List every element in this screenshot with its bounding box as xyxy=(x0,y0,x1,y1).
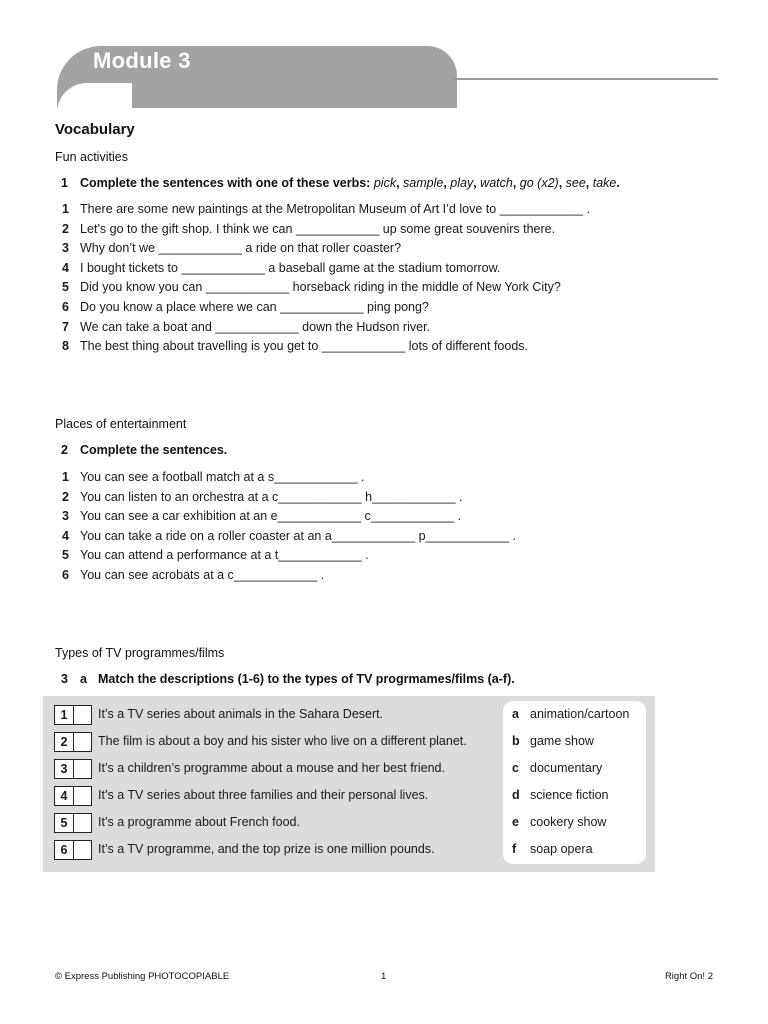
ex3-number: 3 xyxy=(61,672,68,686)
page-number: 1 xyxy=(381,971,387,982)
verb-option: play xyxy=(450,176,474,190)
answer-box[interactable]: 3 xyxy=(54,759,92,779)
ex3-instruction-text: Match the descriptions (1-6) to the types of TV progrmames/films (a-f). xyxy=(98,672,515,686)
verb-option: pick xyxy=(373,176,397,190)
ex2-subheading: Places of entertainment xyxy=(55,417,187,431)
ex1-item: 1 There are some new paintings at the Metropolitan Museum of Art I’d love to ____________ . xyxy=(62,202,591,216)
ex2-item: 3 You can see a car exhibition at an e____________ c____________ . xyxy=(62,509,462,524)
verb-option: take xyxy=(592,176,617,190)
option-item: f soap opera xyxy=(512,842,593,856)
verb-option: see xyxy=(565,176,586,190)
ex2-item-list xyxy=(55,468,516,586)
section-title: Vocabulary xyxy=(55,121,135,138)
ex1-number: 1 xyxy=(61,176,68,190)
ex1-item-list xyxy=(55,200,590,357)
answer-box[interactable]: 4 xyxy=(54,786,92,806)
ex2-item: 2 You can listen to an orchestra at a c____________ h____________ . xyxy=(62,489,463,504)
option-item: c documentary xyxy=(512,761,603,775)
ex1-subheading: Fun activities xyxy=(55,150,128,164)
option-item: a animation/cartoon xyxy=(512,707,630,721)
ex2-item: 6 You can see acrobats at a c____________ . xyxy=(62,567,325,582)
description-text: It’s a children’s programme about a mouse and her best friend. xyxy=(98,761,445,775)
verb-option: sample xyxy=(403,176,444,190)
description-text: It’s a TV series about animals in the Sahara Desert. xyxy=(98,707,384,721)
ex2-item: 5 You can attend a performance at a t____________ . xyxy=(62,548,369,563)
ex1-instruction-text: Complete the sentences with one of these verbs: xyxy=(80,176,371,190)
ex3-subheading: Types of TV programmes/films xyxy=(55,646,225,660)
ex2-item: 4 You can take a ride on a roller coaster at an a____________ p____________ . xyxy=(62,528,516,543)
ex1-item: 8 The best thing about travelling is you get to ____________ lots of different foods. xyxy=(62,339,528,354)
ex1-item: 2 Let’s go to the gift shop. I think we can ____________ up some great souvenirs there. xyxy=(62,221,556,236)
footer-book-title: Right On! 2 xyxy=(664,971,713,982)
ex1-item: 3 Why don’t we ____________ a ride on that roller coaster? xyxy=(62,241,402,256)
ex1-instruction: 1 Complete the sentences with one of these verbs: pick, sample, play, watch, go (x2), see, take. xyxy=(61,176,620,190)
answer-box[interactable]: 6 xyxy=(54,840,92,860)
option-item: e cookery show xyxy=(512,815,607,829)
ex1-item: 5 Did you know you can ____________ horseback riding in the middle of New York City? xyxy=(62,280,561,295)
description-text: It’s a TV programme, and the top prize is one million pounds. xyxy=(98,842,435,856)
module-title: Module 3 xyxy=(93,48,191,73)
page-footer xyxy=(55,971,713,982)
verb-option: go (x2) xyxy=(519,176,559,190)
ex2-item: 1 You can see a football match at a s____________ . xyxy=(62,470,365,484)
description-text: It’s a programme about French food. xyxy=(98,815,300,829)
answer-box[interactable]: 5 xyxy=(54,813,92,833)
header-rule xyxy=(452,78,718,80)
answer-box[interactable]: 2 xyxy=(54,732,92,752)
verb-option: watch xyxy=(480,176,513,190)
description-text: It’s a TV series about three families and their personal lives. xyxy=(98,788,429,802)
ex1-item: 6 Do you know a place where we can ____________ ping pong? xyxy=(62,299,429,314)
ex3-instruction xyxy=(61,672,515,686)
ex2-instruction-text: Complete the sentences. xyxy=(80,443,228,457)
answer-box[interactable]: 1 xyxy=(54,705,92,725)
ex2-instruction xyxy=(61,443,227,457)
option-item: d science fiction xyxy=(512,788,609,802)
ex1-item: 4 I bought tickets to ____________ a baseball game at the stadium tomorrow. xyxy=(62,260,501,275)
footer-copyright: © Express Publishing PHOTOCOPIABLE xyxy=(55,971,230,982)
ex3-part-letter: a xyxy=(80,672,87,686)
ex1-item: 7 We can take a boat and ____________ down the Hudson river. xyxy=(62,319,431,334)
ex2-number: 2 xyxy=(61,443,68,457)
option-item: b game show xyxy=(512,734,594,748)
description-text: The film is about a boy and his sister who live on a different planet. xyxy=(98,734,467,748)
